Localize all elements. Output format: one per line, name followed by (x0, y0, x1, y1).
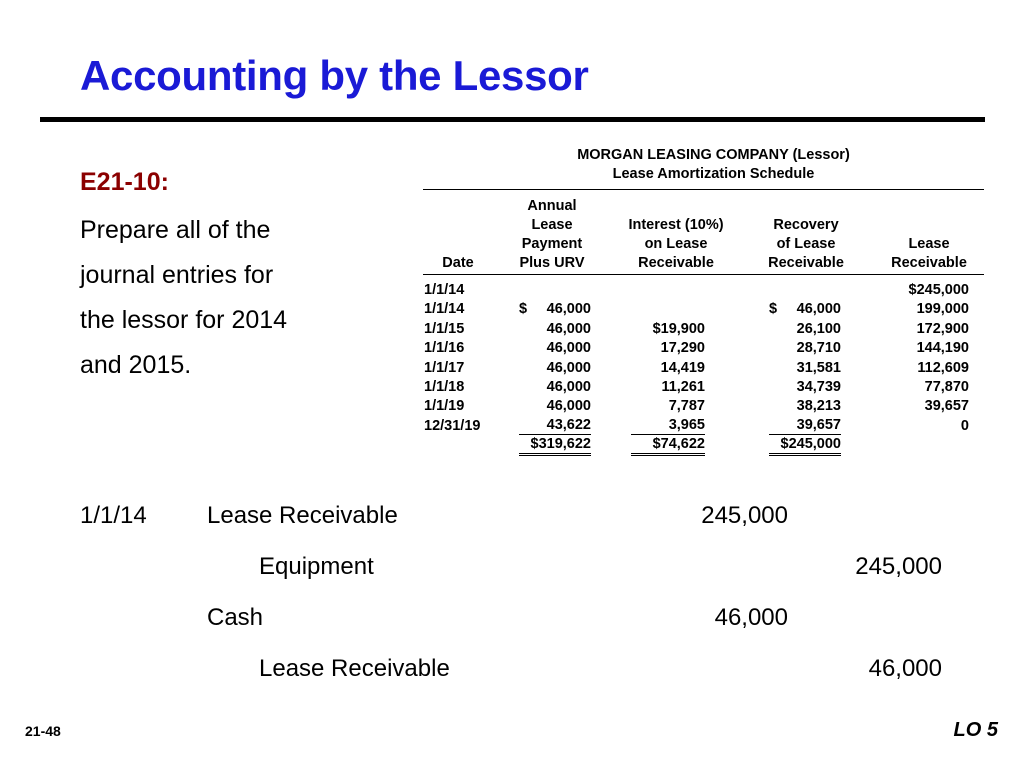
slide-title: Accounting by the Lessor (80, 52, 589, 99)
cell-interest: 3,965 (631, 417, 705, 435)
cell-payment: 46,000 (546, 340, 591, 357)
cell-balance: 199,000 (916, 301, 969, 318)
dollar-sign: $ (769, 301, 778, 318)
cell-payment: 43,622 (519, 417, 591, 435)
table-row (423, 359, 984, 378)
cell-interest: 7,787 (668, 398, 705, 415)
cell-interest: 17,290 (660, 340, 705, 357)
cell-recovery: 34,739 (796, 378, 841, 395)
cell-balance: $245,000 (908, 282, 969, 298)
cell-date: 1/1/19 (424, 398, 465, 415)
cell-recovery: 28,710 (796, 340, 841, 357)
total-payment: $319,622 (519, 436, 591, 456)
cell-date: 1/1/18 (424, 378, 465, 395)
cell-balance: 112,609 (917, 359, 969, 376)
cell-recovery: 31,581 (796, 359, 841, 376)
cell-balance: 0 (960, 417, 969, 434)
schedule-subtitle: Lease Amortization Schedule (612, 166, 815, 182)
cell-payment: 46,000 (546, 320, 591, 337)
learning-objective: LO 5 (953, 719, 998, 741)
cell-payment: 46,000 (546, 359, 591, 376)
journal-credit: 245,000 (855, 553, 942, 580)
schedule-body (423, 281, 984, 456)
cell-recovery: 26,100 (796, 320, 841, 337)
journal-account: Equipment (259, 553, 374, 580)
title-divider (40, 117, 985, 122)
journal-debit: 245,000 (701, 502, 788, 529)
exercise-label: E21-10: (80, 168, 169, 196)
schedule-title (423, 146, 984, 184)
cell-date: 1/1/15 (424, 320, 465, 337)
journal-account: Lease Receivable (207, 502, 398, 529)
total-recovery: $245,000 (769, 436, 841, 456)
cell-balance: 172,900 (916, 320, 969, 337)
page-number: 21-48 (25, 723, 61, 739)
journal-account: Cash (207, 604, 264, 631)
table-row (423, 397, 984, 416)
cell-payment: $ 46,000 (519, 300, 591, 319)
dollar-sign: $ (519, 301, 528, 318)
cell-interest: 14,419 (660, 359, 705, 376)
table-row (423, 281, 984, 300)
cell-date: 1/1/16 (424, 340, 465, 357)
schedule-company-name: MORGAN LEASING COMPANY (Lessor) (577, 147, 850, 163)
instruction-line: the lessor for 2014 (80, 306, 288, 334)
total-interest: $74,622 (631, 436, 705, 456)
exercise-instructions (80, 208, 400, 388)
cell-date: 1/1/17 (424, 359, 465, 376)
schedule-header (423, 190, 984, 274)
header-balance: Lease Receivable (891, 236, 967, 271)
schedule-header-rule (423, 274, 984, 275)
cell-balance: 144,190 (916, 340, 969, 357)
cell-date: 12/31/19 (424, 417, 481, 434)
header-payment: Annual Lease Payment Plus URV (519, 198, 585, 271)
header-date: Date (442, 255, 474, 271)
cell-date: 1/1/14 (424, 282, 465, 298)
header-recovery: Recovery of Lease Receivable (768, 217, 844, 271)
cell-payment: 46,000 (546, 378, 591, 395)
journal-credit: 46,000 (868, 655, 942, 682)
cell-recovery: $ 46,000 (769, 300, 841, 319)
cell-balance: 77,870 (924, 378, 969, 395)
instruction-line: Prepare all of the (80, 216, 271, 244)
table-row (423, 417, 984, 436)
table-row (423, 300, 984, 319)
cell-payment: 46,000 (546, 398, 591, 415)
cell-date: 1/1/14 (424, 301, 465, 318)
instruction-line: and 2015. (80, 351, 192, 379)
table-row (423, 339, 984, 358)
cell-balance: 39,657 (924, 398, 969, 415)
journal-date: 1/1/14 (80, 502, 147, 529)
cell-recovery: 38,213 (796, 398, 841, 415)
table-row (423, 320, 984, 339)
cell-interest: 11,261 (661, 378, 705, 395)
cell-recovery: 39,657 (769, 417, 841, 435)
instruction-line: journal entries for (80, 261, 274, 289)
cell-interest: $19,900 (652, 320, 705, 337)
table-row (423, 378, 984, 397)
journal-debit: 46,000 (714, 604, 788, 631)
journal-account: Lease Receivable (259, 655, 450, 682)
header-interest: Interest (10%) on Lease Receivable (628, 217, 724, 271)
totals-row (423, 436, 984, 455)
amortization-schedule (423, 146, 984, 456)
